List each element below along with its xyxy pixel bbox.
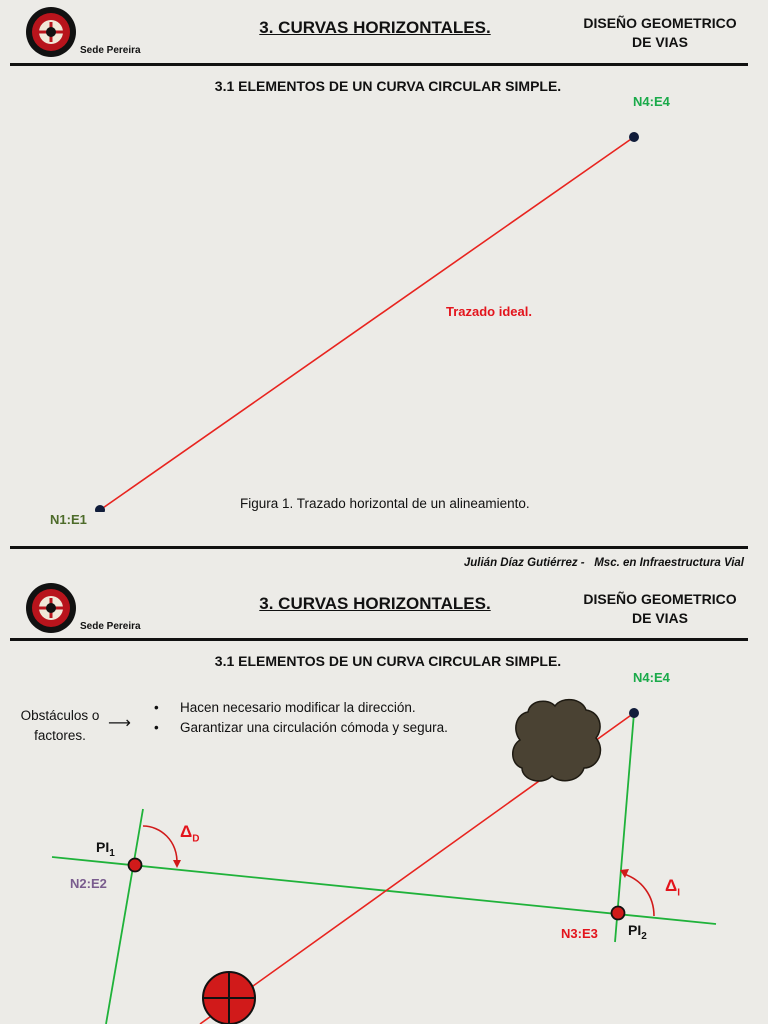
label-trazado-ideal: Trazado ideal.	[446, 304, 532, 319]
delta-i-arc	[624, 874, 654, 916]
label-pi1-text: PI	[96, 839, 110, 855]
campus-label: Sede Pereira	[80, 621, 141, 632]
course-title-line-1: DISEÑO GEOMETRICO	[583, 15, 737, 31]
campus-label: Sede Pereira	[80, 45, 141, 56]
course-title-line-2: DE VIAS	[631, 610, 688, 626]
obstacle-bush-icon	[513, 700, 601, 781]
label-pi1-subscript: 1	[109, 847, 115, 859]
label-pi2-text: PI	[628, 922, 642, 938]
label-n1: N1:E1	[50, 512, 87, 527]
obstacles-label: Obstáculos o factores.	[20, 708, 100, 743]
course-title-line-1: DISEÑO GEOMETRICO	[583, 591, 737, 607]
page-title: 3. CURVAS HORIZONTALES.	[259, 594, 491, 613]
label-delta-d	[180, 822, 199, 844]
label-delta-i-symbol: Δ	[665, 876, 678, 895]
figure-caption: Figura 1. Trazado horizontal de un alineamiento.	[240, 496, 530, 511]
label-n4: N4:E4	[633, 670, 670, 685]
author-footer: Julián Díaz Gutiérrez - Msc. en Infraestructura Vial	[463, 557, 744, 569]
label-pi1	[96, 839, 115, 859]
label-n2: N2:E2	[70, 876, 107, 891]
label-delta-i-subscript: I	[677, 887, 680, 899]
label-n4: N4:E4	[633, 94, 670, 109]
point-pi2	[612, 907, 625, 920]
label-delta-d-symbol: Δ	[180, 822, 193, 841]
list-item: • Garantizar una circulación cómoda y segura.	[152, 718, 468, 738]
list-item: • Hacen necesario modificar la dirección.	[152, 698, 468, 718]
course-title-line-2: DE VIAS	[631, 34, 688, 50]
section-subtitle: 3.1 ELEMENTOS DE UN CURVA CIRCULAR SIMPLE.	[214, 653, 562, 669]
label-pi2-subscript: 2	[641, 930, 647, 942]
page-title: 3. CURVAS HORIZONTALES.	[259, 18, 491, 37]
delta-d-arc	[143, 826, 177, 865]
point-pi1	[129, 859, 142, 872]
delta-d-arrowhead	[173, 860, 181, 868]
label-delta-i	[665, 876, 680, 898]
obstacle-reasons-list	[152, 698, 468, 738]
point-n4	[629, 708, 639, 718]
arrow-right-icon: ⟶	[108, 715, 131, 732]
label-delta-d-subscript: D	[192, 833, 200, 845]
target-marker-icon	[203, 972, 255, 1024]
section-subtitle: 3.1 ELEMENTOS DE UN CURVA CIRCULAR SIMPLE.	[214, 78, 562, 94]
label-n3: N3:E3	[561, 926, 598, 941]
label-pi2	[628, 922, 647, 942]
